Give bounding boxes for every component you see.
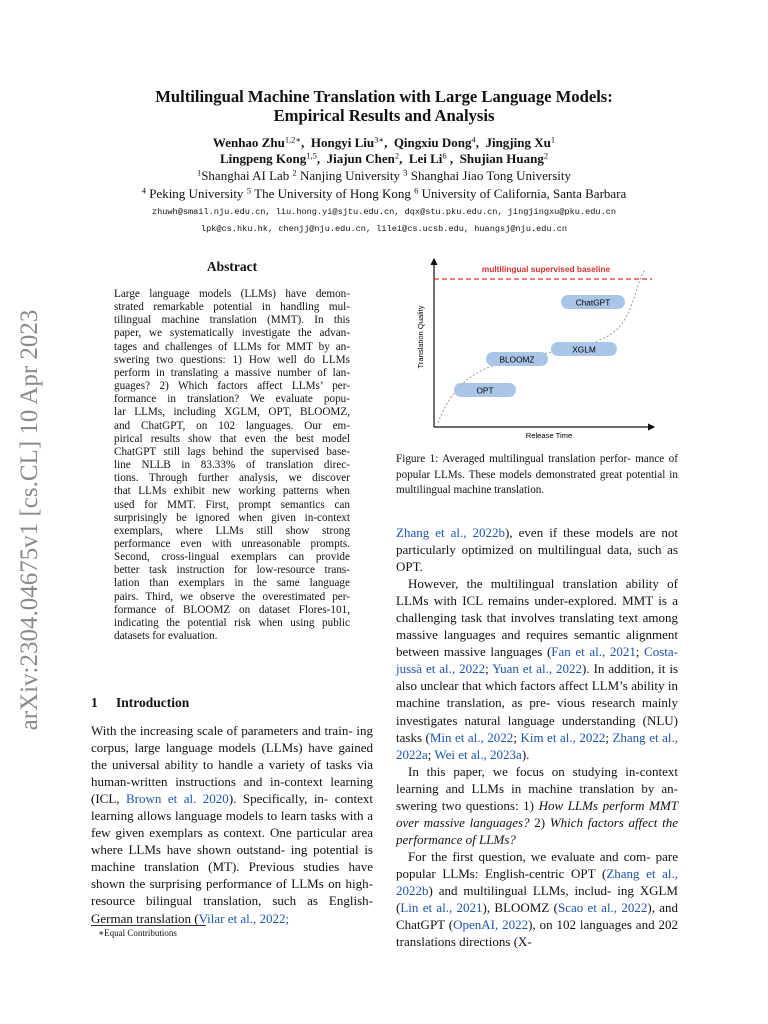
affil-sup: 4 xyxy=(141,185,146,196)
abstract-body xyxy=(114,288,350,643)
paragraph-text: ; xyxy=(513,729,521,745)
citation-link[interactable]: Zhang et al., 2022a xyxy=(396,729,678,762)
figure-1-svg xyxy=(396,255,678,445)
paragraph-text: For the first question, we evaluate and com- pare popular LLMs: English-centric OPT ( xyxy=(396,848,678,881)
citation-link[interactable]: Scao et al., 2022 xyxy=(557,900,648,916)
abstract-line: indicating the potential risk when using public xyxy=(114,616,350,629)
paragraph-text: In this paper, we focus on studying in-context learning and LLMs in machine translation by an- swering two questions: 1) xyxy=(396,763,678,813)
affiliation-name: University of California, Santa Barbara xyxy=(421,186,627,201)
section-title: Introduction xyxy=(116,695,190,710)
paragraph xyxy=(396,763,678,848)
affiliation-line-2 xyxy=(84,186,684,202)
paragraph xyxy=(396,575,678,763)
affil-sup: 6 xyxy=(414,185,419,196)
figure-1-caption: Figure 1: Averaged multilingual translation perfor- mance of popular LLMs. These models demonstrated great potential in multilingual machine translation. xyxy=(396,453,678,496)
author-name: Qingxiu Dong xyxy=(393,135,472,150)
paragraph-text: However, the multilingual translation ability of LLMs with ICL remains under-explored. MMT is a challenging task that involves translating text among massive languages and requires semantic alignment between massive languages ( xyxy=(396,576,678,660)
abstract-line: strated remarkable potential in handling mul- xyxy=(114,301,350,314)
affil-sup: 3 xyxy=(403,167,408,178)
paragraph-text: ) and multilingual LLMs, includ- ing XGLM ( xyxy=(396,882,678,916)
citation-link[interactable]: Costa-jussà et al., 2022 xyxy=(396,644,678,677)
author-affil-sup: 2 xyxy=(543,150,549,161)
intro-text: ). Specifically, in- context learning allows language models to learn tasks with a few given exemplars as context. One particular area where LLMs have shown outstand- ing potential is machine translation (MT). Previous studies have shown the surprising performance of LLMs on high-resource bilingual translation, such as English-German translation ( xyxy=(91,791,373,926)
author-name: Jingjing Xu xyxy=(485,135,551,150)
author-line-1: Wenhao Zhu$^{1,2∗}$, Hongyi Liu$^{3∗}$, Qingxiu Dong$^4$, Jingjing Xu$^1$ xyxy=(212,134,556,150)
abstract-line: pairs. Third, we observe the overestimated per- xyxy=(114,590,350,603)
x-axis-label: Release Time xyxy=(525,431,573,440)
author-affil-sup: 2 xyxy=(394,150,400,161)
footnote-rule xyxy=(91,925,206,926)
intro-text: With the increasing scale of parameters and train- ing corpus, large language models (LLMs) have gained the universal ability to handle a variety of tasks via human-written instructions and in-context learning (ICL, xyxy=(91,723,373,807)
model-label-bloomz: BLOOMZ xyxy=(499,354,535,365)
citation-link[interactable]: Zhang et al., 2022b xyxy=(396,525,506,540)
abstract-line: line NLLB in 83.33% of translation direc- xyxy=(114,459,350,472)
affiliation-name: Shanghai Jiao Tong University xyxy=(410,168,572,183)
paragraph-text: ). xyxy=(521,746,530,762)
affil-sup: 5 xyxy=(246,185,251,196)
model-label-chatgpt: ChatGPT xyxy=(575,297,611,308)
paragraph-text: ), BLOOMZ ( xyxy=(482,900,558,916)
paragraph-text: ), and ChatGPT ( xyxy=(396,900,679,933)
abstract-line: guages? 2) Which factors affect LLMs’ per- xyxy=(114,380,350,393)
figure-1 xyxy=(396,255,678,445)
author-name: Hongyi Liu xyxy=(310,135,375,150)
author-affil-sup: 1 xyxy=(550,134,556,145)
model-pill-chatgpt xyxy=(561,295,625,309)
author-name: Jiajun Chen xyxy=(326,151,395,166)
abstract-line: and ChatGPT, on 102 languages. Our em- xyxy=(114,419,350,432)
abstract-line: pirical results show that even the best model xyxy=(114,432,350,445)
abstract-heading: Abstract xyxy=(206,259,258,274)
citation-link[interactable]: Wei et al., 2023a xyxy=(434,746,522,762)
y-axis-label: Translation Quality xyxy=(416,305,425,369)
affiliation-name: Nanjing University xyxy=(300,168,401,183)
abstract-line: that LLMs exhibit new working patterns when xyxy=(114,485,350,498)
paragraph-text: ; xyxy=(485,661,493,677)
paragraph xyxy=(396,848,678,950)
author-name: Lei Li xyxy=(408,151,443,166)
abstract-line: better task instruction for low-resource trans- xyxy=(114,564,350,577)
abstract-line: surprisingly be ignored when given in-context xyxy=(114,511,350,524)
model-pill-xglm xyxy=(551,342,617,356)
abstract-line: lar LLMs, including XGLM, OPT, BLOOMZ, xyxy=(114,406,350,419)
research-question-1: How LLMs perform MMT over massive languages? xyxy=(396,797,679,830)
paragraph-text: ; xyxy=(635,644,645,660)
affiliation-name: Shanghai AI Lab xyxy=(201,168,290,183)
affil-sup: 2 xyxy=(292,167,297,178)
affiliation-line-1 xyxy=(84,168,684,184)
email-line-2: lpk@cs.hku.hk, chenjj@nju.edu.cn, lilei@cs.ucsb.edu, huangsj@nju.edu.cn xyxy=(200,224,568,234)
abstract-line: paper, we systematically investigate the advan- xyxy=(114,327,350,340)
citation-link[interactable]: Fan et al., 2021 xyxy=(551,644,636,660)
citation-link[interactable]: OpenAI, 2022 xyxy=(453,917,529,933)
section-heading-introduction xyxy=(91,695,189,711)
author-affil-sup: 6 xyxy=(442,150,447,161)
paper-title-line-1: Multilingual Machine Translation with Large Language Models: xyxy=(155,87,613,106)
paragraph-text: ). In addition, it is also unclear that which factors affect LLM’s ability in machine translation, as pre- vious research mainly investigates natural language understanding (NLU) tasks ( xyxy=(396,661,679,745)
model-pill-bloomz xyxy=(486,352,548,366)
paragraph-text: ; xyxy=(427,746,435,762)
intro-right-column xyxy=(396,524,678,950)
author-line-2: Lingpeng Kong$^{1,5}$, Jiajun Chen$^2$, Lei Li$^6$ , Shujian Huang$^2$ xyxy=(219,150,549,166)
paragraph xyxy=(396,524,678,575)
author-name: Lingpeng Kong xyxy=(219,151,307,166)
abstract-line: formance of BLOOMZ on dataset Flores-101, xyxy=(114,603,350,616)
abstract-line: used for MMT. First, prompt semantics can xyxy=(114,498,350,511)
citation-link[interactable]: Min et al., 2022 xyxy=(429,729,514,745)
abstract-line: perform in translating a massive number of lan- xyxy=(114,366,350,379)
model-label-xglm: XGLM xyxy=(572,344,596,355)
abstract-line: tages and challenges of LLMs for MMT by an- xyxy=(114,340,350,353)
section-number: 1 xyxy=(91,695,98,710)
abstract-line: ChatGPT still lags behind the supervised base- xyxy=(114,445,350,458)
supervised-baseline-label: multilingual supervised baseline xyxy=(481,264,611,274)
email-line-1: zhuwh@smail.nju.edu.cn, liu.hong.yi@sjtu.edu.cn, dqx@stu.pku.edu.cn, jingjingxu@pku.edu.cn xyxy=(151,207,617,217)
model-pill-opt xyxy=(454,383,516,397)
author-affil-sup: 3∗ xyxy=(374,134,385,145)
author-affil-sup: 1,2∗ xyxy=(284,134,302,145)
footnote-equal-contributions: ∗Equal Contributions xyxy=(98,928,177,938)
paragraph-text: ; xyxy=(605,729,613,745)
abstract-line: tilingual machine translation (MMT). In this xyxy=(114,314,350,327)
arxiv-identifier-stamp xyxy=(5,290,55,750)
research-question-2: Which factors affect the performance of LLMs? xyxy=(396,814,678,847)
citation-link[interactable]: Lin et al., 2021 xyxy=(400,900,483,916)
abstract-line: formance in translation? We evaluate popu- xyxy=(114,393,350,406)
paragraph-text: ), even if these models are not particularly optimized on multilingual data, such as OPT. xyxy=(396,525,678,575)
affil-sup: 1 xyxy=(196,167,202,178)
abstract-line: tions. Through further analysis, we discover xyxy=(114,472,350,485)
paper-title-line-2: Empirical Results and Analysis xyxy=(273,106,495,125)
author-name: Wenhao Zhu xyxy=(212,135,285,150)
citation-link[interactable]: Vilar et al., 2022; xyxy=(198,910,290,926)
abstract-line: swering two questions: 1) How well do LLMs xyxy=(114,353,350,366)
citation-link[interactable]: Zhang et al., 2022b xyxy=(396,865,678,898)
author-name: Shujian Huang xyxy=(459,151,544,166)
author-affil-sup: 4 xyxy=(471,134,476,145)
arxiv-id-text: arXiv:2304.04675v1 [cs.CL] 10 Apr 2023 xyxy=(16,309,43,731)
citation-link[interactable]: Brown et al. 2020 xyxy=(126,791,229,807)
citation-link[interactable]: Kim et al., 2022 xyxy=(520,729,606,745)
abstract-line: performance even with unreasonable prompts. xyxy=(114,537,350,550)
affiliation-name: The University of Hong Kong xyxy=(254,186,411,201)
abstract-line: lation than exemplars in the same language xyxy=(114,577,350,590)
abstract-line: Second, cross-lingual exemplars can provide xyxy=(114,551,350,564)
paragraph-text: 2) xyxy=(529,814,550,830)
affiliation-name: Peking University xyxy=(149,186,244,201)
abstract-line: exemplars, where LLMs still show strong xyxy=(114,524,350,537)
abstract-line: datasets for evaluation. xyxy=(114,630,218,643)
paragraph-text: ), on 102 languages and 202 translations directions (X- xyxy=(396,917,678,950)
model-label-opt: OPT xyxy=(476,385,494,396)
citation-link[interactable]: Yuan et al., 2022 xyxy=(492,661,583,677)
author-affil-sup: 1,5 xyxy=(306,150,317,161)
intro-paragraph-left xyxy=(91,722,373,927)
abstract-line: Large language models (LLMs) have demon- xyxy=(114,288,350,300)
